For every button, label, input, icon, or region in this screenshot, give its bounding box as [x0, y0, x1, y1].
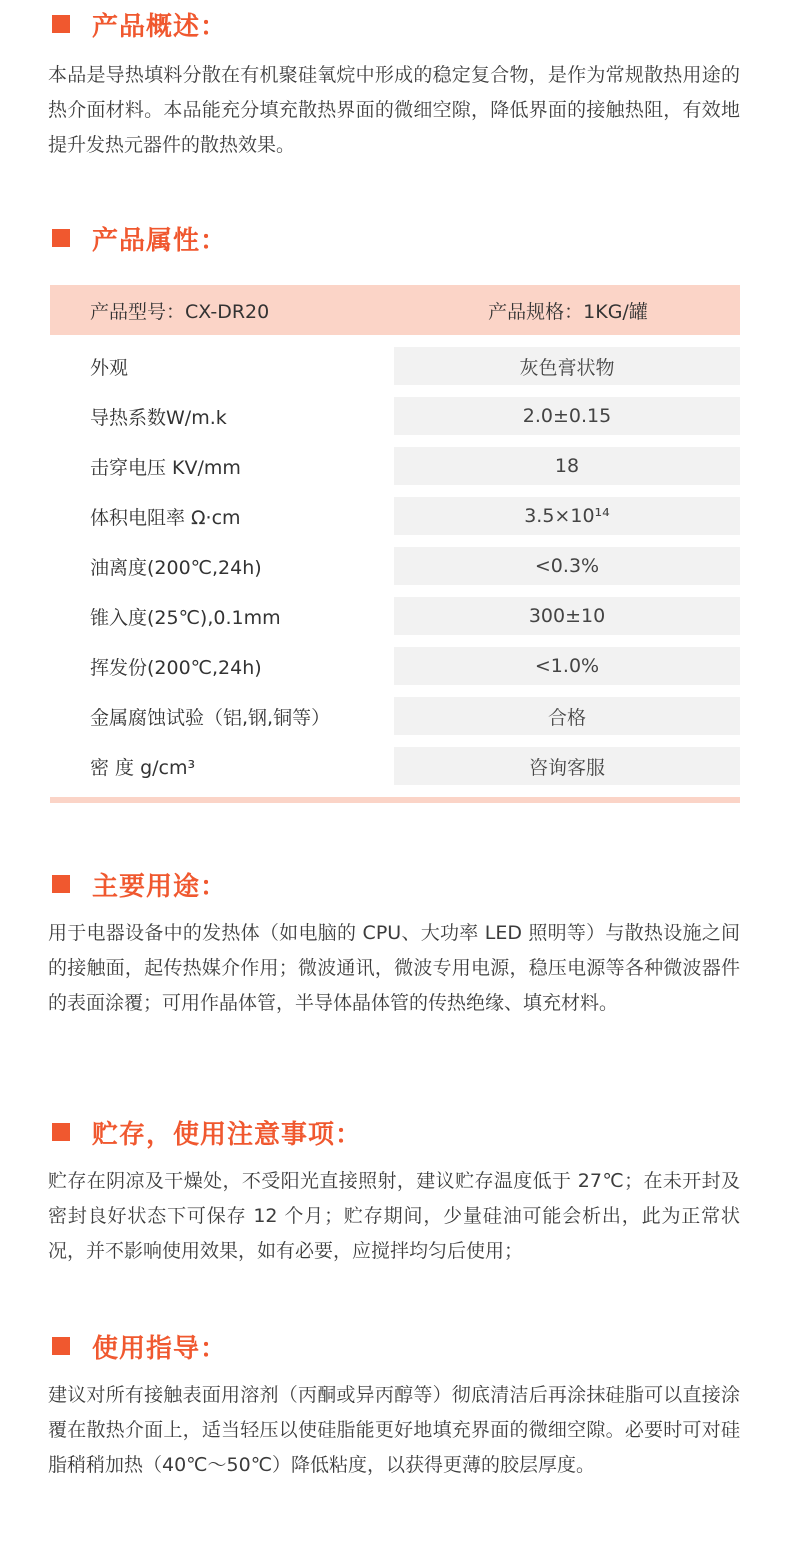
spec-value: <0.3% [394, 547, 740, 585]
product-spec: 产品规格：1KG/罐 [488, 300, 648, 323]
spec-value: 灰色膏状物 [394, 347, 740, 385]
table-bottom-divider [50, 797, 740, 803]
spec-label: 导热系数W/m.k [90, 406, 227, 429]
properties-section [48, 220, 740, 256]
spec-value: 3.5×10¹⁴ [394, 497, 740, 535]
guide-text: 建议对所有接触表面用溶剂（丙酮或异丙醇等）彻底清洁后再涂抹硅脂可以直接涂覆在散热介面上，适当轻压以使硅脂能更好地填充界面的微细空隙。必要时可对硅脂稍稍加热（40℃～50℃）降低粘度，以获得更薄的胶层厚度。 [48, 1384, 740, 1476]
spec-table [50, 285, 740, 803]
guide-heading-text: 使用指导： [92, 1333, 228, 1364]
overview-section [48, 6, 740, 163]
square-bullet-icon [52, 1337, 70, 1355]
spec-label: 体积电阻率 Ω·cm [90, 506, 241, 529]
properties-heading-text: 产品属性： [92, 225, 228, 256]
square-bullet-icon [52, 15, 70, 33]
storage-section [48, 1114, 740, 1269]
storage-heading [48, 1114, 740, 1150]
spec-label: 密 度 g/cm³ [90, 756, 196, 779]
spec-label: 金属腐蚀试验（铝,钢,铜等） [90, 706, 331, 729]
table-row [50, 447, 740, 485]
usage-section [48, 866, 740, 1021]
spec-label: 外观 [90, 356, 129, 379]
spec-value: 2.0±0.15 [394, 397, 740, 435]
spec-value: 18 [394, 447, 740, 485]
usage-heading [48, 866, 740, 902]
overview-heading-text: 产品概述： [92, 11, 228, 42]
spec-value: 合格 [394, 697, 740, 735]
table-row [50, 697, 740, 735]
guide-section [48, 1328, 740, 1483]
table-row [50, 747, 740, 785]
table-row [50, 347, 740, 385]
overview-heading [48, 6, 740, 42]
square-bullet-icon [52, 1123, 70, 1141]
table-row [50, 547, 740, 585]
properties-heading [48, 220, 740, 256]
spec-value: <1.0% [394, 647, 740, 685]
spec-value: 300±10 [394, 597, 740, 635]
usage-heading-text: 主要用途： [92, 871, 228, 902]
table-row [50, 647, 740, 685]
spec-label: 锥入度(25℃),0.1mm [90, 606, 281, 629]
overview-text: 本品是导热填料分散在有机聚硅氧烷中形成的稳定复合物，是作为常规散热用途的热介面材料。本品能充分填充散热界面的微细空隙，降低界面的接触热阻，有效地提升发热元器件的散热效果。 [48, 64, 740, 156]
usage-text: 用于电器设备中的发热体（如电脑的 CPU、大功率 LED 照明等）与散热设施之间的接触面，起传热媒介作用；微波通讯，微波专用电源，稳压电源等各种微波器件的表面涂覆；可用作晶体管，半导体晶体管的传热绝缘、填充材料。 [48, 922, 740, 1014]
spec-label: 油离度(200℃,24h) [90, 556, 262, 579]
spec-label: 挥发份(200℃,24h) [90, 656, 262, 679]
spec-label: 击穿电压 KV/mm [90, 456, 241, 479]
square-bullet-icon [52, 229, 70, 247]
spec-value: 咨询客服 [394, 747, 740, 785]
table-row [50, 397, 740, 435]
storage-text: 贮存在阴凉及干燥处，不受阳光直接照射，建议贮存温度低于 27℃；在未开封及密封良好状态下可保存 12 个月；贮存期间，少量硅油可能会析出，此为正常状况，并不影响使用效果，如有必要，应搅拌均匀后使用； [48, 1170, 740, 1262]
spec-table-header [50, 285, 740, 335]
table-row [50, 597, 740, 635]
storage-heading-text: 贮存，使用注意事项： [92, 1119, 363, 1150]
square-bullet-icon [52, 875, 70, 893]
guide-heading [48, 1328, 740, 1364]
product-model: 产品型号：CX-DR20 [90, 300, 270, 323]
table-row [50, 497, 740, 535]
